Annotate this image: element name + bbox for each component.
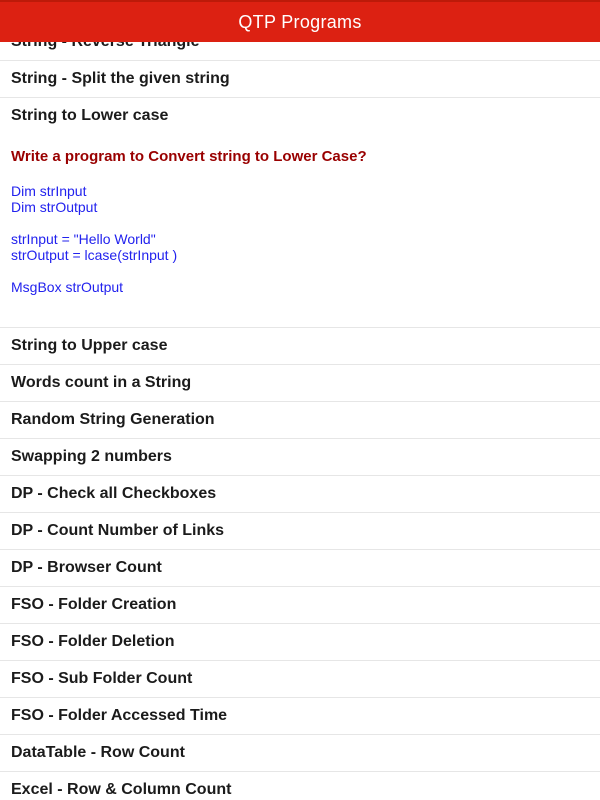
list-item[interactable] <box>0 476 600 513</box>
question-heading: Write a program to Convert string to Lower Case? <box>11 148 367 165</box>
list-item[interactable] <box>0 661 600 698</box>
app-header <box>0 0 600 42</box>
list-item-label: FSO - Folder Accessed Time <box>11 707 228 724</box>
list-item-label: Words count in a String <box>11 374 192 391</box>
list-item-label: FSO - Folder Creation <box>11 596 177 613</box>
list-item[interactable] <box>0 735 600 772</box>
code-group <box>11 231 589 263</box>
list-item[interactable] <box>0 439 600 476</box>
code-line: Dim strInput <box>11 183 87 199</box>
code-line: strOutput = lcase(strInput ) <box>11 247 178 263</box>
list-item[interactable] <box>0 328 600 365</box>
list-item-label: String to Upper case <box>11 337 168 354</box>
list-item[interactable] <box>0 624 600 661</box>
list-item-label: DP - Browser Count <box>11 559 162 576</box>
code-line: Dim strOutput <box>11 199 98 215</box>
code-block <box>11 183 589 295</box>
list-item[interactable] <box>0 61 600 98</box>
code-group <box>11 279 589 295</box>
app-title: QTP Programs <box>238 11 362 32</box>
list-item[interactable] <box>0 550 600 587</box>
expanded-answer <box>0 134 600 328</box>
list-item[interactable] <box>0 698 600 735</box>
code-line: MsgBox strOutput <box>11 279 124 295</box>
list-item-label: FSO - Sub Folder Count <box>11 670 193 687</box>
list-item[interactable] <box>0 772 600 800</box>
list-item-label: String to Lower case <box>11 107 169 124</box>
list-item-label: DP - Check all Checkboxes <box>11 485 217 502</box>
code-group <box>11 183 589 215</box>
list-item-label: Swapping 2 numbers <box>11 448 172 465</box>
list-item-label: Excel - Row & Column Count <box>11 781 232 798</box>
list-item-label: DP - Count Number of Links <box>11 522 225 539</box>
list-item[interactable] <box>0 402 600 439</box>
list-item[interactable] <box>0 513 600 550</box>
list-item-label: String - Split the given string <box>11 70 230 87</box>
code-line: strInput = "Hello World" <box>11 231 156 247</box>
list-item-label: Random String Generation <box>11 411 215 428</box>
list-item[interactable] <box>0 587 600 624</box>
list-item-label: FSO - Folder Deletion <box>11 633 175 650</box>
list-item[interactable] <box>0 98 600 134</box>
list-item[interactable] <box>0 365 600 402</box>
list-item-label: DataTable - Row Count <box>11 744 185 761</box>
